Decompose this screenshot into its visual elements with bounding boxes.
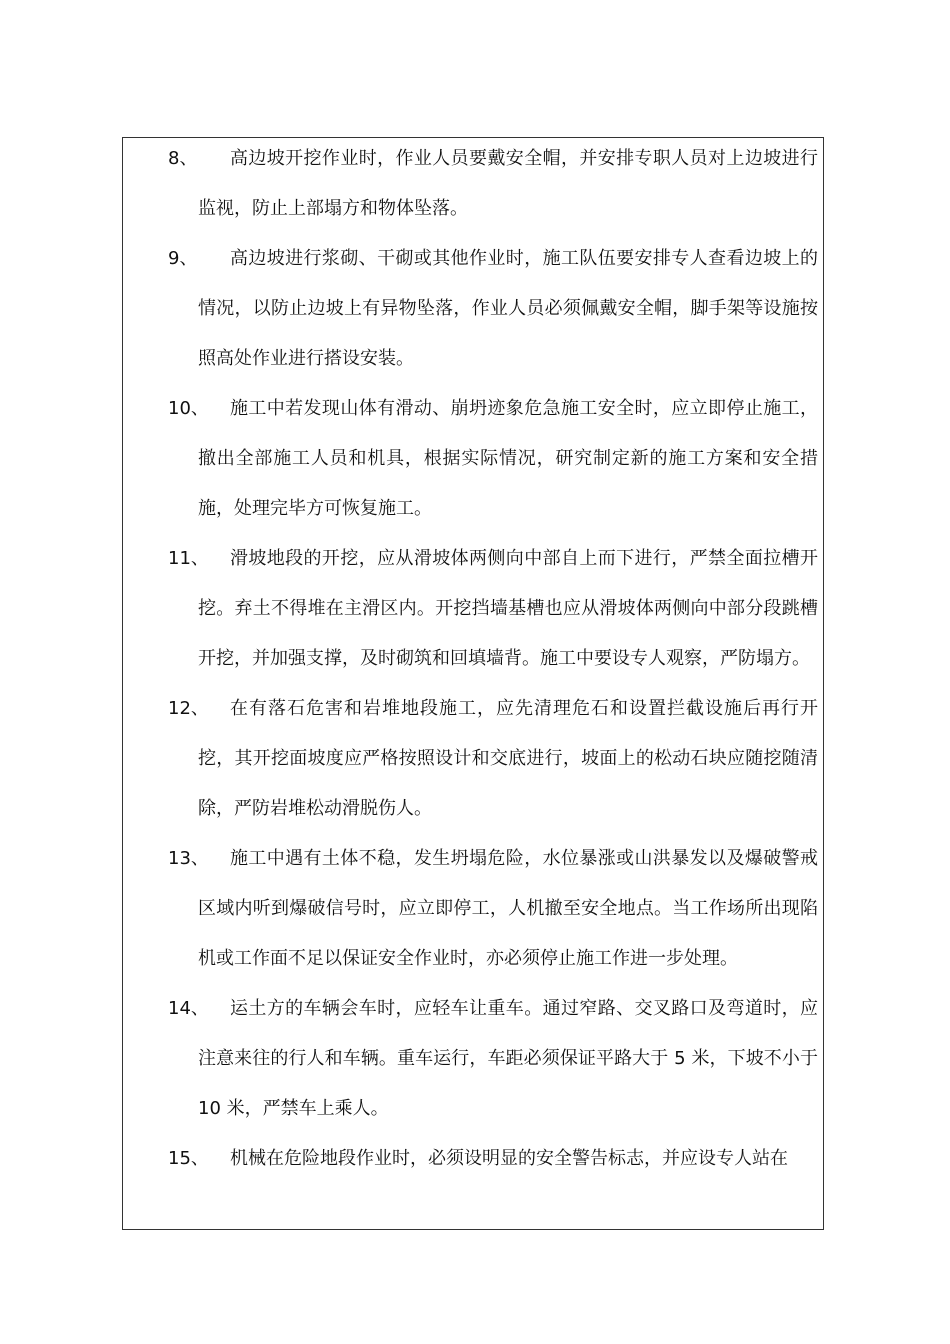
clause-text: 机械在危险地段作业时，必须设明显的安全警告标志，并应设专人站在 — [230, 1148, 788, 1169]
clause-item — [168, 234, 818, 384]
clause-item — [168, 684, 818, 834]
clause-item — [168, 1134, 818, 1184]
clause-text: 施工中若发现山体有滑动、崩坍迹象危急施工安全时，应立即停止施工，撤出全部施工人员和机具，根据实际情况，研究制定新的施工方案和安全措施，处理完毕方可恢复施工。 — [198, 398, 818, 519]
clause-item — [168, 384, 818, 534]
clause-text: 运土方的车辆会车时，应轻车让重车。通过窄路、交叉路口及弯道时，应注意来往的行人和车辆。重车运行，车距必须保证平路大于 5 米，下坡不小于 10 米，严禁车上乘人。 — [198, 998, 818, 1119]
clause-item — [168, 534, 818, 684]
clause-text: 滑坡地段的开挖，应从滑坡体两侧向中部自上而下进行，严禁全面拉槽开挖。弃土不得堆在主滑区内。开挖挡墙基槽也应从滑坡体两侧向中部分段跳槽开挖，并加强支撑，及时砌筑和回填墙背。施工中要设专人观察，严防塌方。 — [198, 548, 818, 669]
clause-item — [168, 134, 818, 234]
clause-number: 14、 — [168, 998, 209, 1019]
clause-number: 12、 — [168, 698, 209, 719]
clause-item — [168, 834, 818, 984]
clause-number: 9、 — [168, 248, 198, 269]
clause-text: 高边坡开挖作业时，作业人员要戴安全帽，并安排专职人员对上边坡进行监视，防止上部塌方和物体坠落。 — [198, 148, 818, 219]
clause-item — [168, 984, 818, 1134]
clause-number: 8、 — [168, 148, 198, 169]
clause-text: 施工中遇有土体不稳，发生坍塌危险，水位暴涨或山洪暴发以及爆破警戒区域内听到爆破信号时，应立即停工，人机撤至安全地点。当工作场所出现陷机或工作面不足以保证安全作业时，亦必须停止施工作进一步处理。 — [198, 848, 818, 969]
clause-number: 15、 — [168, 1148, 209, 1169]
clause-list — [168, 134, 818, 1184]
clause-text: 在有落石危害和岩堆地段施工，应先清理危石和设置拦截设施后再行开挖，其开挖面坡度应严格按照设计和交底进行，坡面上的松动石块应随挖随清除，严防岩堆松动滑脱伤人。 — [198, 698, 818, 819]
clause-number: 13、 — [168, 848, 209, 869]
clause-text: 高边坡进行浆砌、干砌或其他作业时，施工队伍要安排专人查看边坡上的情况，以防止边坡上有异物坠落，作业人员必须佩戴安全帽，脚手架等设施按照高处作业进行搭设安装。 — [198, 248, 818, 369]
clause-number: 11、 — [168, 548, 209, 569]
clause-number: 10、 — [168, 398, 209, 419]
